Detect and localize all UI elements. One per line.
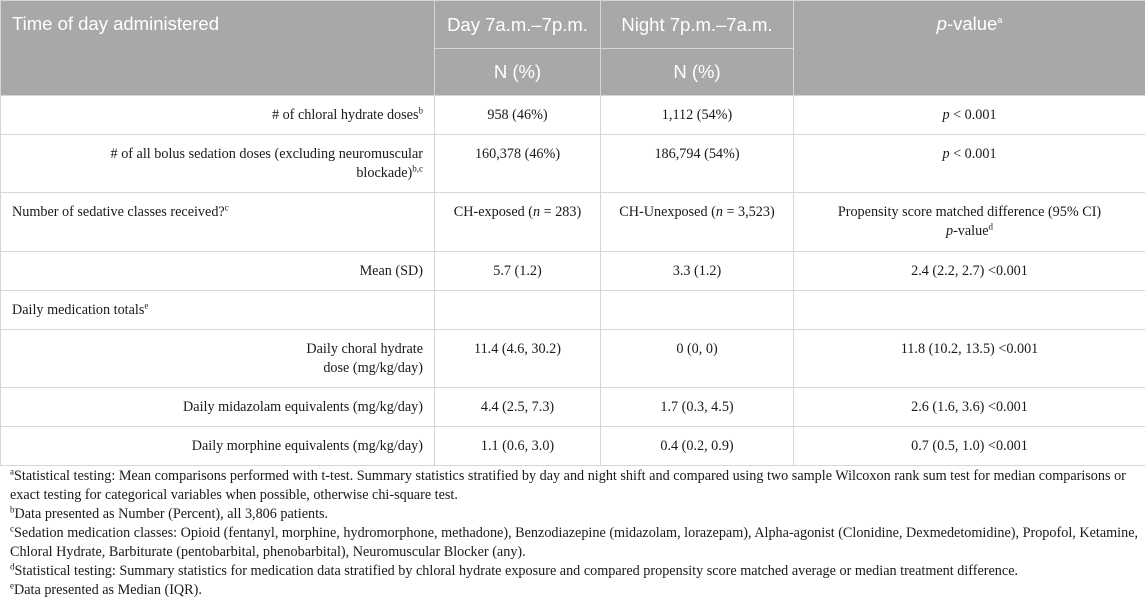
cell-night: 0 (0, 0) <box>601 330 794 388</box>
cell-difference: 11.8 (10.2, 13.5) <0.001 <box>794 330 1145 388</box>
cell-day: 4.4 (2.5, 7.3) <box>435 388 601 427</box>
cell-day: 5.7 (1.2) <box>435 252 601 291</box>
cell-day: 958 (46%) <box>435 96 601 135</box>
header-night-n-percent: N (%) <box>601 49 794 96</box>
table-row <box>1 193 1145 252</box>
cell-night: 3.3 (1.2) <box>601 252 794 291</box>
header-day: Day 7a.m.–7p.m. <box>435 1 601 49</box>
header-day-n-percent: N (%) <box>435 49 601 96</box>
table-row <box>1 252 1145 291</box>
footnote-c: $^c$Sedation medication classes: Opioid (fentanyl, morphine, hydromorphone, methadone), Benzodiazepine (midazolam, lorazepam), Alpha-agonist (Clonidine, Dexmedetomidine), Propofol, Ketamine, Chloral Hydrate, Barbiturate (pentobarbital, phenobarbital), Neuromuscular Blocker (any). <box>10 523 1139 560</box>
footnote-b: $^b$Data presented as Number (Percent), all 3,806 patients. <box>10 504 329 522</box>
cell-night: 1.7 (0.3, 4.5) <box>601 388 794 427</box>
row-label-choral-dose: Daily choral hydrate dose (mg/kg/day) <box>1 330 435 388</box>
cell-propensity-difference: Propensity score matched difference (95% CI) p-value$^d$ <box>794 193 1145 252</box>
footnote-e: $^e$Data presented as Median (IQR). <box>10 580 202 598</box>
cell-ch-unexposed: CH-Unexposed (n = 3,523) <box>601 193 794 252</box>
row-label-bolus: # of all bolus sedation doses (excluding neuromuscular blockade)$^{b,c}$ <box>1 135 435 193</box>
cell-night: 186,794 (54%) <box>601 135 794 193</box>
cell-ch-exposed: CH-exposed (n = 283) <box>435 193 601 252</box>
cell-p-value: p < 0.001 <box>794 135 1145 193</box>
cell-p-value: p < 0.001 <box>794 96 1145 135</box>
footnote-d: $^d$Statistical testing: Summary statistics for medication data stratified by chloral hydrate exposure and compared propensity score matched average or median treatment difference. <box>10 561 1019 579</box>
table-row <box>1 427 1145 466</box>
table-row <box>1 135 1145 193</box>
table-row <box>1 330 1145 388</box>
cell-difference: 2.6 (1.6, 3.6) <0.001 <box>794 388 1145 427</box>
table-row <box>1 96 1145 135</box>
header-night: Night 7p.m.–7a.m. <box>601 1 794 49</box>
cell-difference: 2.4 (2.2, 2.7) <0.001 <box>794 252 1145 291</box>
table-row <box>1 388 1145 427</box>
cell-day: 1.1 (0.6, 3.0) <box>435 427 601 466</box>
row-label-sedative-classes: Number of sedative classes received?$^c$ <box>1 193 435 252</box>
cell-difference: 0.7 (0.5, 1.0) <0.001 <box>794 427 1145 466</box>
cell-night: 0.4 (0.2, 0.9) <box>601 427 794 466</box>
header-p-value: p-value$^a$ <box>794 1 1145 96</box>
cell-empty <box>435 291 601 330</box>
table-header <box>1 1 1145 96</box>
cell-night: 1,112 (54%) <box>601 96 794 135</box>
footnote-a: $^a$Statistical testing: Mean comparisons performed with t-test. Summary statistics stratified by day and night shift and compared using two sample Wilcoxon rank sum test for median comparisons or exact testing for categorical variables when possible, otherwise chi-square test. <box>10 466 1126 503</box>
footnotes <box>0 467 1145 600</box>
row-label-ch-doses: # of chloral hydrate doses$^b$ <box>1 96 435 135</box>
row-label-daily-totals: Daily medication totals$^e$ <box>1 291 435 330</box>
row-label-morphine: Daily morphine equivalents (mg/kg/day) <box>1 427 435 466</box>
cell-day: 11.4 (4.6, 30.2) <box>435 330 601 388</box>
table-row <box>1 291 1145 330</box>
cell-empty <box>601 291 794 330</box>
header-time-of-day: Time of day administered <box>1 1 435 96</box>
row-label-midazolam: Daily midazolam equivalents (mg/kg/day) <box>1 388 435 427</box>
cell-empty <box>794 291 1145 330</box>
row-label-mean-sd: Mean (SD) <box>1 252 435 291</box>
cell-day: 160,378 (46%) <box>435 135 601 193</box>
